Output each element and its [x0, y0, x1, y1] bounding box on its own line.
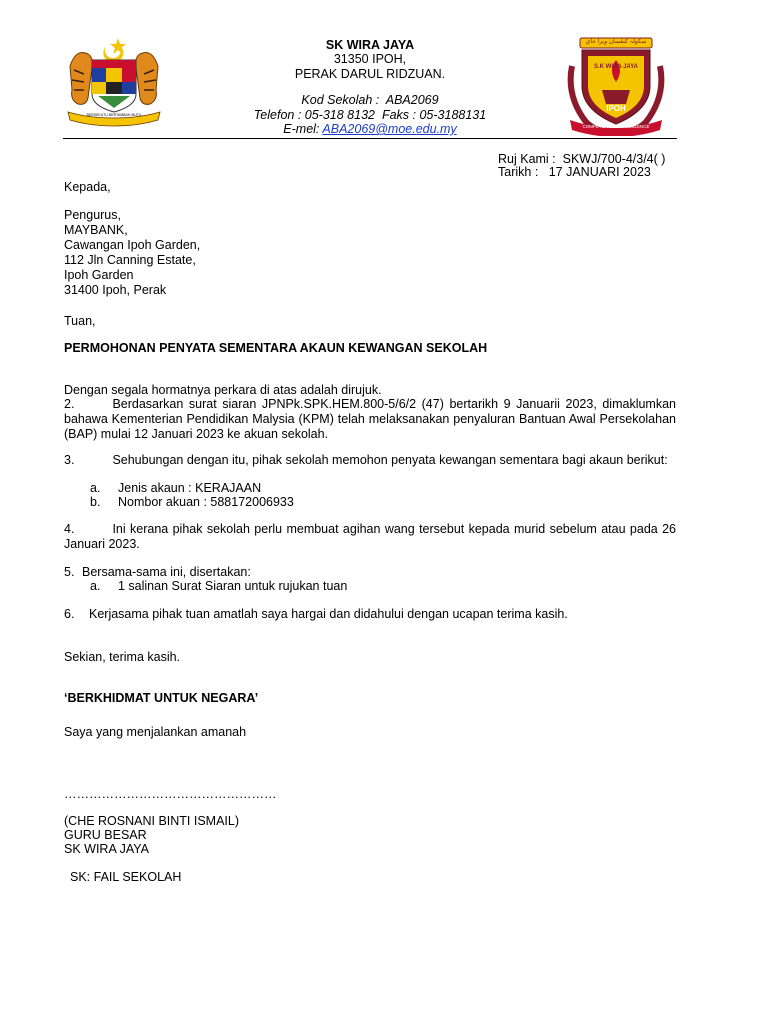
paragraph-2-text: Berdasarkan surat siaran JPNPk.SPK.HEM.800-5/6/2 (47) bertarikh 9 Januarii 2023, dimaklumkan bahawa Kementerian Pendidikan Malysia (KPM) telah melaksanakan penyaluran Bantuan Awal Persekolahan (BAP) mulai 12 Januari 2023 ke akuan sekolah.	[64, 397, 676, 441]
tarikh-label: Tarikh :	[498, 165, 539, 179]
list-item-mark: b.	[90, 495, 101, 509]
state-name: PERAK DARUL RIDZUAN.	[294, 67, 446, 81]
school-code-label: Kod Sekolah :	[301, 93, 380, 107]
signer-name: (CHE ROSNANI BINTI ISMAIL)	[64, 814, 240, 828]
paragraph-6	[64, 607, 568, 621]
school-logo-banner-text: S.K WIRA JAYA	[593, 64, 638, 70]
signer-block	[64, 814, 239, 856]
reference-tarikh	[498, 165, 651, 179]
address-line: Pengurus,	[64, 208, 121, 222]
postcode-city: 31350 IPOH,	[333, 52, 407, 66]
list-item-mark: a.	[90, 579, 101, 593]
school-code-value: ABA2069	[385, 93, 439, 107]
paragraph-6-number: 6.	[64, 607, 75, 621]
signer-title: GURU BESAR	[64, 828, 147, 842]
address-line: MAYBANK,	[64, 223, 128, 237]
phone-value: 05-318 8132	[304, 108, 375, 122]
tarikh-value: 17 JANUARI 2023	[548, 165, 651, 179]
school-name: SK WIRA JAYA	[325, 38, 415, 52]
paragraph-4-text: Ini kerana pihak sekolah perlu membuat agihan wang tersebut kepada murid sebelum atau pada 26 Januari 2023.	[64, 522, 676, 551]
paragraph-3-number: 3.	[64, 453, 75, 467]
paragraph-4-number: 4.	[64, 522, 75, 536]
paragraph-3	[64, 453, 676, 468]
email-label: E-mel:	[283, 122, 320, 136]
paragraph-2-number: 2.	[64, 397, 75, 411]
phone-fax-line	[220, 108, 520, 122]
list-item-mark: a.	[90, 481, 101, 495]
school-logo-motto-text: COMPETENCE & EXCELLENCE	[582, 124, 650, 129]
address-line: Cawangan Ipoh Garden,	[64, 238, 201, 252]
fax-label: Faks :	[381, 108, 416, 122]
paragraph-6-text: Kerjasama pihak tuan amatlah saya hargai dan didahului dengan ucapan terima kasih.	[89, 607, 568, 621]
school-code-line	[220, 93, 520, 108]
school-logo-arc-text: سکولہ کبڠسان ويرا جاي	[585, 39, 647, 45]
address-line: 31400 Ipoh, Perak	[64, 283, 167, 297]
crest-motto-text: BERSEKUTU BERTAMBAH MUTU	[86, 113, 142, 117]
school-logo-city-text: IPOH	[606, 104, 626, 113]
signer-school: SK WIRA JAYA	[64, 842, 149, 856]
salutation: Tuan,	[64, 314, 96, 328]
fax-value: 05-3188131	[419, 108, 487, 122]
list-item	[90, 481, 261, 495]
email-link[interactable]: ABA2069@moe.edu.my	[322, 122, 457, 136]
reference-ruj	[498, 152, 665, 166]
paragraph-1: Dengan segala hormatnya perkara di atas adalah dirujuk.	[64, 383, 382, 397]
list-item	[90, 579, 347, 593]
list-item-text: Nombor akuan : 588172006933	[118, 495, 294, 509]
paragraph-2	[64, 397, 676, 442]
phone-label: Telefon :	[253, 108, 302, 122]
recipient-address	[64, 208, 200, 298]
ruj-value: SKWJ/700-4/3/4( )	[562, 152, 666, 166]
list-item	[90, 495, 294, 509]
subject-heading: PERMOHONAN PENYATA SEMENTARA AKAUN KEWANGAN SEKOLAH	[64, 341, 488, 355]
school-logo	[562, 36, 670, 136]
email-line	[220, 122, 520, 136]
list-item-text: 1 salinan Surat Siaran untuk rujukan tuan	[118, 579, 348, 593]
address-line: Ipoh Garden	[64, 268, 134, 282]
amanah-line: Saya yang menjalankan amanah	[64, 725, 247, 739]
paragraph-5	[64, 565, 251, 579]
ruj-label: Ruj Kami :	[498, 152, 556, 166]
greeting-to: Kepada,	[64, 180, 111, 194]
sekian-line: Sekian, terima kasih.	[64, 650, 181, 664]
paragraph-3-text: Sehubungan dengan itu, pihak sekolah memohon penyata kewangan sementara bagi akaun berikut:	[112, 453, 668, 467]
paragraph-5-text: Bersama-sama ini, disertakan:	[82, 565, 251, 579]
signature-dots: ……………………………………………	[64, 787, 277, 801]
letterhead	[220, 38, 520, 136]
address-line: 112 Jln Canning Estate,	[64, 253, 196, 267]
paragraph-5-number: 5.	[64, 565, 75, 579]
paragraph-4	[64, 522, 676, 552]
carbon-copy: SK: FAIL SEKOLAH	[70, 870, 182, 884]
slogan: ‘BERKHIDMAT UNTUK NEGARA’	[64, 691, 259, 705]
list-item-text: Jenis akaun : KERAJAAN	[118, 481, 262, 495]
header-divider	[63, 138, 677, 139]
